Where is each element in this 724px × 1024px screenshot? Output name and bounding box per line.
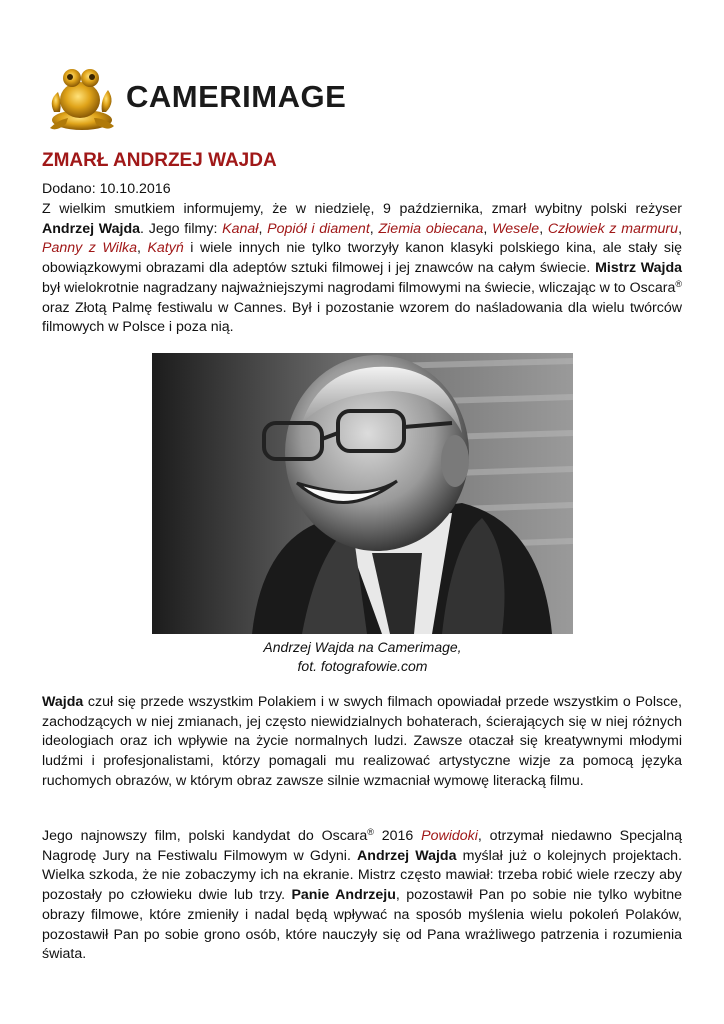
article-title: ZMARŁ ANDRZEJ WAJDA — [42, 150, 277, 171]
film-link-ziemia-obiecana[interactable]: Ziemia obiecana — [378, 220, 484, 237]
director-name: Mistrz Wajda — [595, 260, 682, 277]
director-name: Andrzej Wajda — [357, 847, 457, 864]
portrait-image — [152, 353, 573, 634]
director-name: Wajda — [42, 694, 84, 710]
registered-mark: ® — [367, 827, 374, 837]
paragraph-2: Wajda czuł się przede wszystkim Polakiem i w swych filmach opowiadał przede wszystkim o Polsce, zachodzących w niej zmianach, jej często niewidzialnych bohaterach, ścierających się w niej różnych ideologiach oraz ich wpływie na życie normalnych ludzi. Zawsze otaczał się kreatywnymi młodymi ludźmi i profesjonalistami, którzy pomagali mu realizować artystyczne wizje za pomocą języka ruchomych obrazów, w którym obraz zawsze silnie wzmacniał wymowę literacką filmu. — [42, 694, 682, 789]
golden-frog-icon — [46, 62, 118, 136]
paragraph-1: Z wielkim smutkiem informujemy, że w niedzielę, 9 października, zmarł wybitny polski reżyser Andrzej Wajda. Jego filmy: Kanał, Popiół i diament, Ziemia obiecana, Wesele, Człowiek z marmuru, Panny z Wilka, Katyń i wiele innych nie tylko tworzyły kanon klasyki polskiego kina, ale stały się obowiązkowymi obrazami dla adeptów sztuki filmowej i jej znawców na całym świecie. Mistrz Wajda był wielokrotnie nagradzany najważniejszymi nagrodami filmowymi na świecie, wliczając w to Oscara® oraz Złotą Palmę festiwalu w Cannes. Był i pozostanie wzorem do naśladowania dla wielu twórców filmowych w Polsce i poza nią. — [42, 201, 683, 336]
film-link-czlowiek-z-marmuru[interactable]: Człowiek z marmuru — [547, 220, 679, 237]
wajda-photo — [152, 353, 573, 634]
registered-mark: ® — [675, 278, 682, 289]
film-link-katyn[interactable]: Katyń — [147, 240, 184, 257]
photo-credit: fot. fotografowie.com — [297, 658, 428, 674]
film-link-panny-z-wilka[interactable]: Panny z Wilka — [42, 240, 137, 257]
film-link-kanal[interactable]: Kanał — [222, 220, 259, 237]
film-link-popiol-i-diament[interactable]: Popiół i diament — [267, 220, 370, 237]
logo-wordmark: CAMERIMAGE — [126, 79, 347, 114]
article-date: Dodano: 10.10.2016 — [42, 181, 171, 197]
film-link-powidoki[interactable]: Powidoki — [421, 828, 478, 844]
director-address: Panie Andrzeju — [291, 887, 396, 904]
photo-caption: Andrzej Wajda na Camerimage, fot. fotografowie.com — [152, 638, 573, 676]
film-link-wesele[interactable]: Wesele — [492, 220, 540, 237]
paragraph-3: Jego najnowszy film, polski kandydat do Oscara® 2016 Powidoki, otrzymał niedawno Specjalną Nagrodę Jury na Festiwalu Filmowym w Gdyni. Andrzej Wajda myślał już o kolejnych projektach. Wielka szkoda, że nie zobaczymy ich na ekranie. Mistrz często mawiał: trzeba robić wiele rzeczy aby pozostały po człowieku dwie lub trzy. Panie Andrzeju, pozostawił Pan po sobie nie tylko wybitne obrazy filmowe, które zmieniły i nadal będą wpływać na sposób myślenia wielu pokoleń Polaków, pozostawił Pan po sobie grono osób, które nauczyły się od Pana wrażliwego patrzenia i rozumienia świata. — [42, 827, 682, 963]
director-name: Andrzej Wajda — [42, 220, 141, 237]
camerimage-logo[interactable] — [46, 62, 356, 142]
